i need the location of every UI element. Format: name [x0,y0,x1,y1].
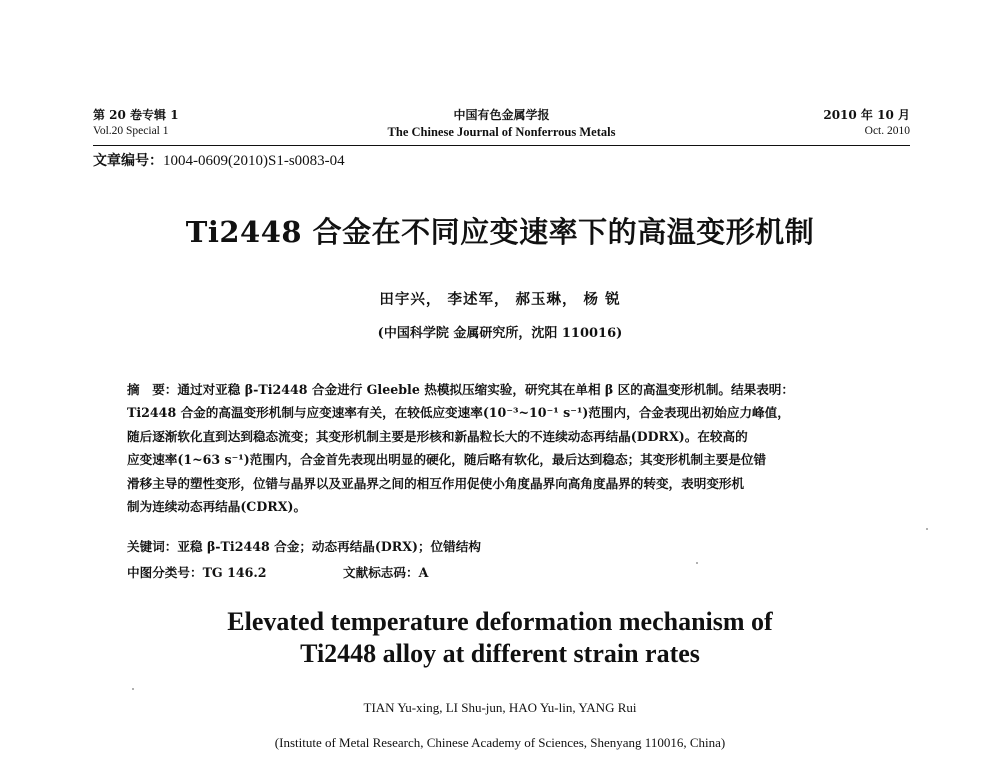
running-header-cn [93,106,910,126]
article-number [93,150,345,170]
title-en-line2: Ti2448 alloy at different strain rates [300,639,700,668]
authors-cn: 田宇兴， 李述军， 郝玉琳， 杨 锐 [379,291,621,308]
issue-date-cn: 2010 年 10 月 [823,108,910,122]
keywords-label: 关键词： [127,539,178,554]
keywords-value: 亚稳 β-Ti2448 合金；动态再结晶(DRX)；位错结构 [177,539,481,554]
doc-code-value: A [418,565,429,580]
issue-date-en: Oct. 2010 [864,125,910,137]
affiliation-cn: (中国科学院 金属研究所，沈阳 110016) [377,326,623,341]
keywords-cn [127,536,481,555]
abstract-line: 随后逐渐软化直到达到稳态流变；其变形机制主要是形核和新晶粒长大的不连续动态再结晶(DDRX)。在较高的 [127,428,748,444]
volume-cn: 第 20 卷专辑 1 [93,108,179,122]
running-header-en [93,125,910,145]
scan-speck [926,528,928,530]
authors-en: TIAN Yu-xing, LI Shu-jun, HAO Yu-lin, YANG Rui [363,700,637,715]
journal-name-cn: 中国有色金属学报 [453,108,550,122]
article-number-label: 文章编号： [93,153,163,169]
abstract-line: 制为连续动态再结晶(CDRX)。 [127,499,307,515]
scan-speck [132,688,134,690]
doc-code-label: 文献标志码： [343,565,419,580]
abstract-line: Ti2448 合金的高温变形机制与应变速率有关，在较低应变速率(10⁻³~10⁻¹ s⁻¹)范围内，合金表现出初始应力峰值， [127,405,790,421]
title-cn: Ti2448 合金在不同应变速率下的高温变形机制 [185,215,815,249]
header-rule [93,145,910,146]
classification-line [127,562,429,581]
scan-speck [696,562,698,564]
document-code [343,562,428,581]
affiliation-en: (Institute of Metal Research, Chinese Academy of Sciences, Shenyang 110016, China) [274,735,726,750]
abstract-label: 摘 要： [127,382,178,397]
clc-value: TG 146.2 [202,565,267,580]
abstract-line: 应变速率(1~63 s⁻¹)范围内，合金首先表现出明显的硬化，随后略有软化，最后达到稳态；其变形机制主要是位错 [127,452,767,468]
abstract-text: 通过对亚稳 β-Ti2448 合金进行 Gleeble 热模拟压缩实验，研究其在单相 β 区的高温变形机制。结果表明： [177,382,794,397]
title-en [0,606,1000,670]
title-en-line1: Elevated temperature deformation mechanism of [227,607,773,636]
abstract-line: 滑移主导的塑性变形，位错与晶界以及亚晶界之间的相互作用促使小角度晶界向高角度晶界的转变，表明变形机 [127,475,745,491]
volume-en: Vol.20 Special 1 [93,125,169,137]
clc-label: 中图分类号： [127,565,203,580]
journal-name-en: The Chinese Journal of Nonferrous Metals [387,125,616,139]
abstract-line [127,378,873,401]
abstract-cn [127,378,873,518]
article-number-value: 1004-0609(2010)S1-s0083-04 [163,153,345,169]
